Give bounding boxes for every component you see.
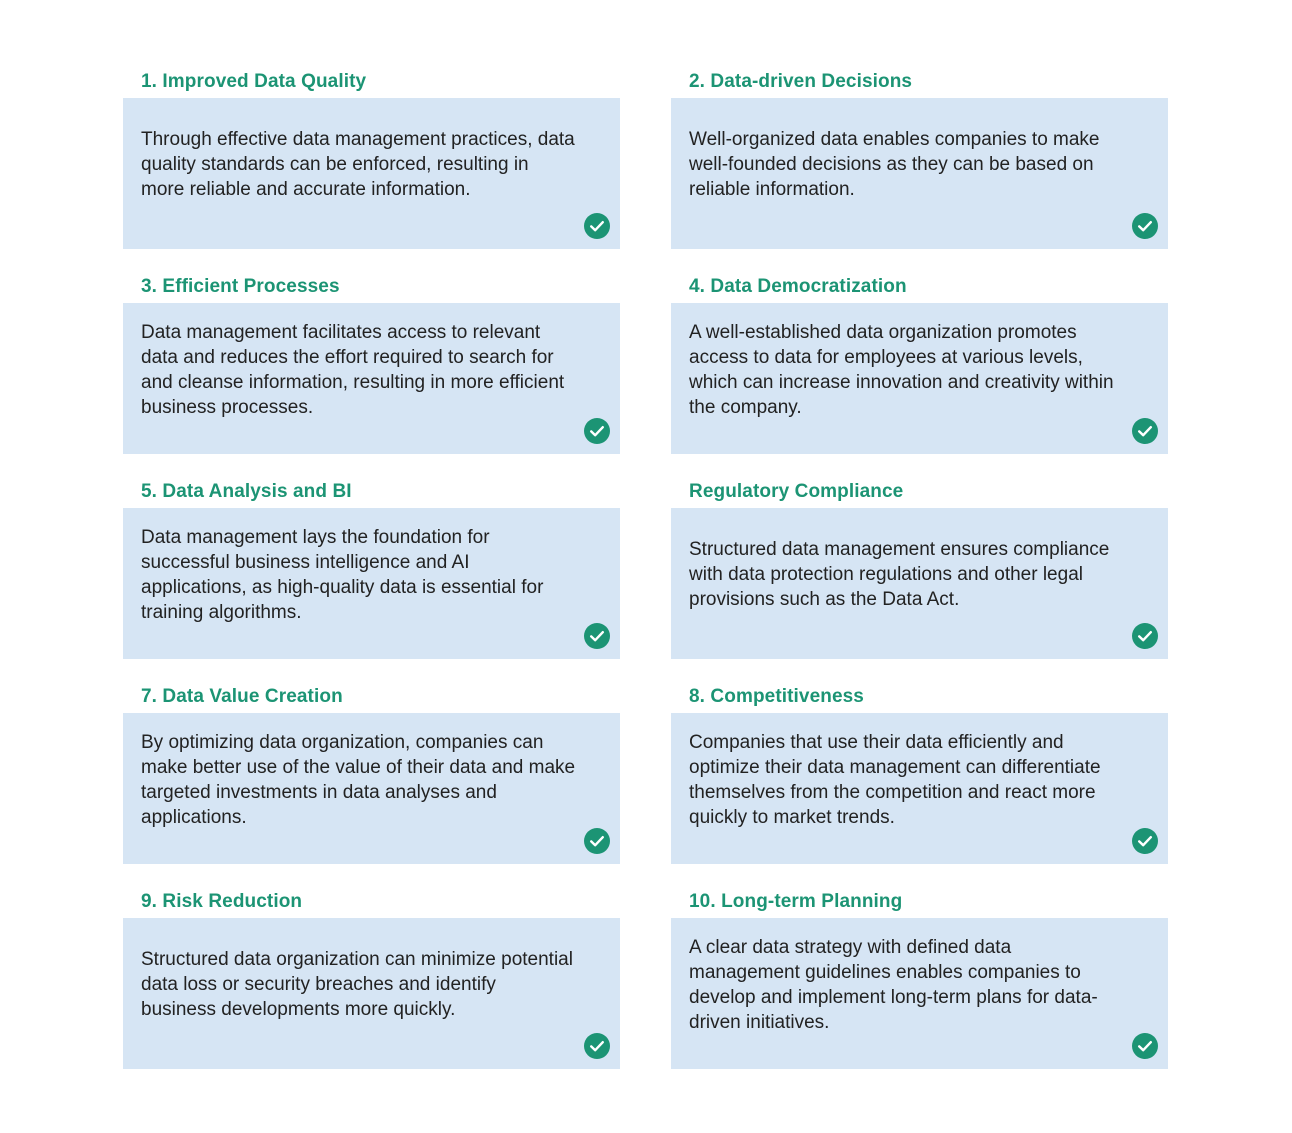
card-text: Structured data management ensures compliance with data protection regulations and other legal provisions such as the Data Act. [689,539,1110,610]
card-text: Through effective data management practices, data quality standards can be enforced, resulting in more reliable and accurate information. [141,129,575,200]
card-box [123,713,620,864]
card-text: Structured data organization can minimize potential data loss or security breaches and identify business developments more quickly. [141,949,573,1020]
card-title: 3. Efficient Processes [141,276,340,297]
card-title: 7. Data Value Creation [141,686,343,707]
card-box [671,713,1168,864]
check-circle-icon [1132,623,1158,649]
card-text: Well-organized data enables companies to make well-founded decisions as they can be based on reliable information. [689,129,1100,200]
card-text: A well-established data organization promotes access to data for employees at various levels, which can increase innovation and creativity within the company. [689,321,1114,418]
card-box [671,918,1168,1069]
benefit-card-9 [123,886,620,1069]
check-circle-icon [1132,828,1158,854]
check-circle-icon [1132,418,1158,444]
card-text: By optimizing data organization, companies can make better use of the value of their data and make targeted investments in data analyses and applications. [141,731,576,828]
card-box [123,303,620,454]
card-title: 8. Competitiveness [689,686,864,707]
benefits-grid [123,66,1168,1069]
benefit-card-2 [671,66,1168,249]
check-circle-icon [584,1033,610,1059]
check-circle-icon [584,828,610,854]
card-text: Data management lays the foundation for successful business intelligence and AI applications, as high-quality data is essential for training algorithms. [141,526,544,623]
benefit-card-4 [671,271,1168,454]
card-title: 10. Long-term Planning [689,891,903,912]
check-circle-icon [584,213,610,239]
benefit-card-3 [123,271,620,454]
benefit-card-5 [123,476,620,659]
card-title: 4. Data Democratization [689,276,907,297]
benefit-card-10 [671,886,1168,1069]
card-text: A clear data strategy with defined data management guidelines enables companies to develop and implement long-term plans for data-driven initiatives. [689,936,1098,1033]
card-title: 9. Risk Reduction [141,891,303,912]
benefit-card-7 [123,681,620,864]
check-circle-icon [1132,1033,1158,1059]
card-title: 2. Data-driven Decisions [689,71,913,92]
card-box [671,303,1168,454]
card-box [123,508,620,659]
card-text: Data management facilitates access to relevant data and reduces the effort required to search for and cleanse information, resulting in more efficient business processes. [141,321,565,418]
benefit-card-8 [671,681,1168,864]
card-box [123,918,620,1069]
card-box [671,98,1168,249]
check-circle-icon [1132,213,1158,239]
check-circle-icon [584,418,610,444]
card-box [123,98,620,249]
card-title: 5. Data Analysis and BI [141,481,352,502]
benefit-card-6 [671,476,1168,659]
card-title: 1. Improved Data Quality [141,71,367,92]
benefit-card-1 [123,66,620,249]
card-title: Regulatory Compliance [689,481,904,502]
card-box [671,508,1168,659]
card-text: Companies that use their data efficiently and optimize their data management can differentiate themselves from the competition and react more quickly to market trends. [689,731,1101,828]
check-circle-icon [584,623,610,649]
